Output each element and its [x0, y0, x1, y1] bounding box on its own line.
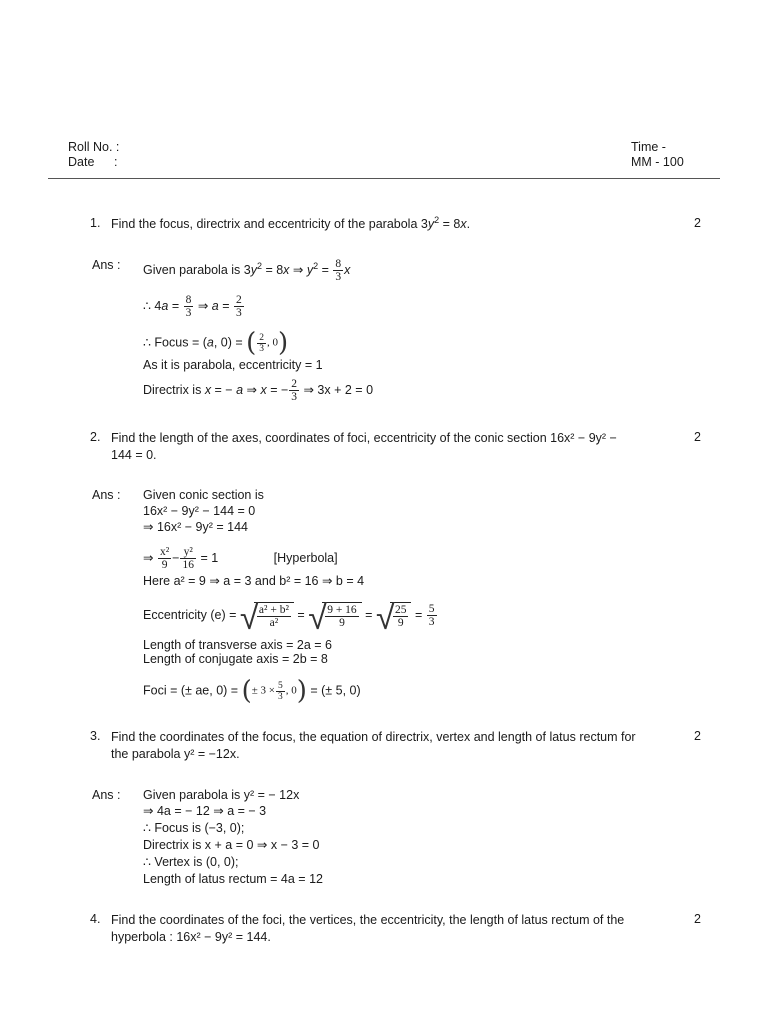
answer-label: Ans :	[92, 258, 121, 272]
answer-line: As it is parabola, eccentricity = 1	[143, 358, 323, 372]
answer-line: ∴ Vertex is (0, 0);	[143, 855, 239, 869]
fraction: $\frac{9 + 16}{9}$	[327, 604, 357, 629]
answer-line: ⇒ $\frac{\text{x²}}{9}$ − $\frac{\text{y²}}{16}$ = 1 [Hyperbola]	[143, 546, 338, 571]
question-text: Find the focus, directrix and eccentricity of the parabola $3y^2 = 8x$.	[111, 215, 471, 231]
question-number: 3.	[90, 729, 101, 743]
date-label: Date	[68, 155, 95, 169]
fraction: $\frac{5}{3}$	[428, 603, 435, 628]
answer-line: Length of transverse axis = 2a = 6	[143, 638, 333, 652]
question-text: Find the length of the axes, coordinates of foci, eccentricity of the conic section 16x² − 9y² − 144 = 0.	[111, 431, 617, 462]
square-root: √ $\frac{9 + 16}{9}$	[308, 602, 362, 629]
question-text: Find the coordinates of the foci, the vertices, the eccentricity, the length of latus rectum of the hyperbola : 16x² − 9y² = 144.	[111, 913, 625, 944]
fraction: $\frac{8}{3}$	[185, 294, 192, 319]
fraction: $\frac{\text{x²}}{9}$	[159, 546, 170, 571]
header-divider	[48, 178, 720, 179]
answer-line: ∴ Focus is (−3, 0);	[143, 821, 245, 835]
fraction: $\frac{5}{3}$	[277, 680, 283, 702]
answer-line: Given conic section is	[143, 488, 264, 502]
answer-line: Here a² = 9 ⇒ a = 3 and b² = 16 ⇒ b = 4	[143, 574, 365, 588]
question-number: 2.	[90, 430, 101, 444]
fraction: $\frac{25}{9}$	[394, 604, 407, 629]
question-marks: 2	[694, 912, 701, 926]
answer-line: Directrix is x = − a ⇒ x = − $\frac{2}{3}$ ⇒ 3x + 2 = 0	[143, 378, 374, 403]
answer-line: Given parabola is y² = − 12x	[143, 788, 300, 802]
answer-line: Length of conjugate axis = 2b = 8	[143, 652, 328, 666]
fraction: $\frac{2}{3}$	[291, 378, 298, 403]
answer-line: 16x² − 9y² − 144 = 0	[143, 504, 256, 518]
answer-line: Foci = (± ae, 0) = (± 3 × $\frac{5}{3}$ , 0) = (± 5, 0)	[143, 676, 361, 706]
answer-label: Ans :	[92, 488, 121, 502]
answer-line: ∴ Focus = (a, 0) = ( $\frac{2}{3}$ , 0)	[143, 328, 289, 358]
hyperbola-tag: [Hyperbola]	[273, 550, 338, 565]
question-number: 1.	[90, 216, 101, 230]
answer-line: ⇒ 16x² − 9y² = 144	[143, 520, 248, 534]
square-root: √ $\frac{25}{9}$	[376, 602, 412, 629]
question-text: Find the coordinates of the focus, the equation of directrix, vertex and length of latus rectum for the parabola y² = −12x.	[111, 730, 636, 761]
answer-line: Eccentricity (e) = √ $\frac{\text{a² + b²}}{\text{a²}}$ = √ $\frac{9 + 16}{9}$ = √ $\frac{25}{9}$ = $\frac{5}{3}$	[143, 598, 435, 638]
answer-line: Given parabola is $3y^2 = 8x$ ⇒ $y^2$ = $\frac{8}{3}$ x	[143, 258, 351, 283]
time-label: Time -	[631, 140, 666, 154]
question-marks: 2	[694, 430, 701, 444]
fraction: $\frac{8}{3}$	[335, 258, 342, 283]
max-marks-label: MM - 100	[631, 155, 684, 169]
fraction: $\frac{\text{y²}}{16}$	[182, 546, 194, 571]
answer-label: Ans :	[92, 788, 121, 802]
question-marks: 2	[694, 729, 701, 743]
roll-no-label: Roll No. :	[68, 140, 120, 154]
fraction: $\frac{2}{3}$	[235, 294, 242, 319]
fraction: $\frac{\text{a² + b²}}{\text{a²}}$	[258, 604, 289, 629]
question-number: 4.	[90, 912, 101, 926]
date-colon: :	[114, 155, 118, 169]
square-root: √ $\frac{\text{a² + b²}}{\text{a²}}$	[240, 602, 294, 629]
answer-line: ∴ 4a = $\frac{8}{3}$ ⇒ a = $\frac{2}{3}$	[143, 294, 242, 319]
fraction: $\frac{2}{3}$	[259, 332, 265, 354]
question-marks: 2	[694, 216, 701, 230]
answer-line: Length of latus rectum = 4a = 12	[143, 872, 323, 886]
answer-line: Directrix is x + a = 0 ⇒ x − 3 = 0	[143, 838, 320, 852]
answer-line: ⇒ 4a = − 12 ⇒ a = − 3	[143, 804, 267, 818]
